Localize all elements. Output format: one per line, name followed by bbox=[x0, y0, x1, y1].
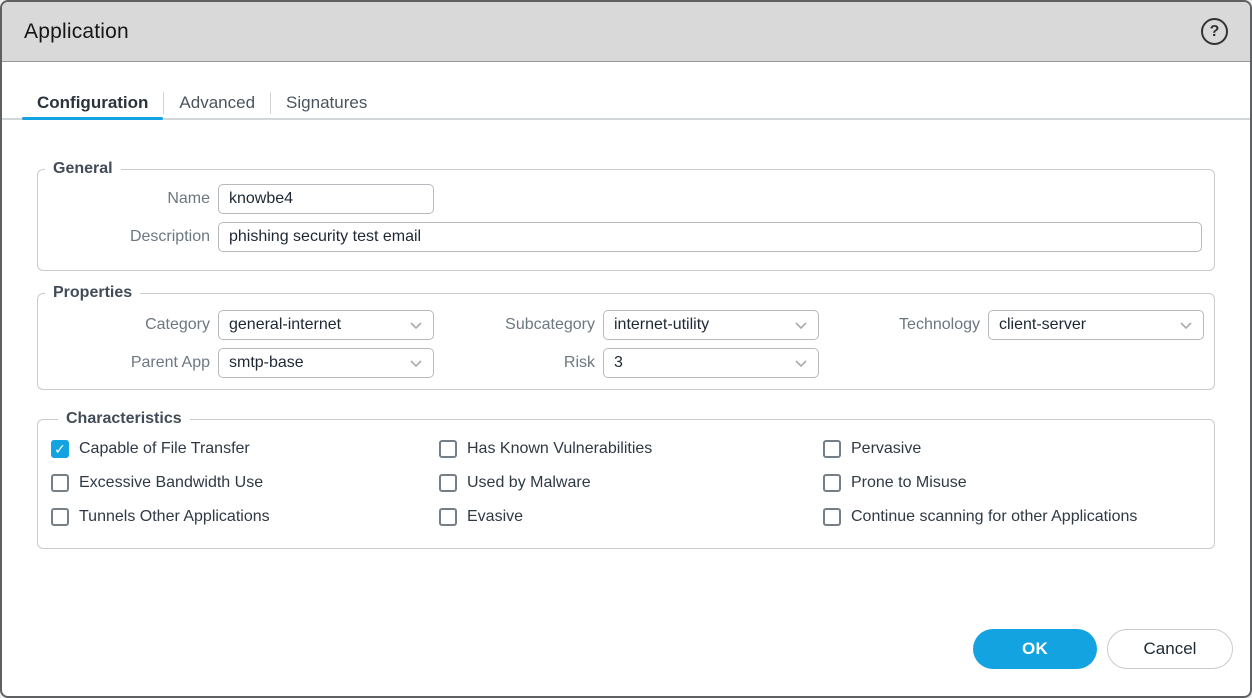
technology-select[interactable] bbox=[988, 310, 1204, 340]
tab-label: Advanced bbox=[179, 93, 256, 112]
subcategory-label: Subcategory bbox=[505, 316, 595, 333]
tab-configuration[interactable] bbox=[22, 88, 163, 118]
description-row bbox=[38, 222, 1214, 252]
checkbox[interactable] bbox=[823, 508, 841, 526]
checkbox[interactable] bbox=[51, 474, 69, 492]
general-section bbox=[37, 160, 1215, 271]
checkbox-label: Capable of File Transfer bbox=[79, 440, 250, 457]
checkbox[interactable] bbox=[823, 474, 841, 492]
description-input[interactable] bbox=[218, 222, 1202, 252]
chevron-down-icon bbox=[407, 354, 425, 372]
name-label: Name bbox=[167, 190, 210, 207]
technology-value: client-server bbox=[999, 316, 1087, 333]
properties-section bbox=[37, 284, 1215, 390]
characteristics-column-3 bbox=[823, 432, 1214, 534]
tab-signatures[interactable] bbox=[271, 88, 382, 118]
parent-app-select[interactable] bbox=[218, 348, 434, 378]
characteristics-grid bbox=[51, 432, 1214, 534]
parent-app-label: Parent App bbox=[130, 354, 210, 371]
checkbox-item-capable-of-file-transfer[interactable] bbox=[51, 432, 439, 466]
checkbox-label: Prone to Misuse bbox=[851, 474, 967, 491]
checkbox-item-evasive[interactable] bbox=[439, 500, 823, 534]
checkbox-item-excessive-bandwidth-use[interactable] bbox=[51, 466, 439, 500]
checkbox-label: Used by Malware bbox=[467, 474, 591, 491]
risk-select[interactable] bbox=[603, 348, 819, 378]
tab-advanced[interactable] bbox=[164, 88, 270, 118]
cancel-button[interactable]: Cancel bbox=[1107, 629, 1233, 669]
chevron-down-icon bbox=[1177, 316, 1195, 334]
subcategory-value: internet-utility bbox=[614, 316, 710, 333]
checkbox-label: Continue scanning for other Applications bbox=[851, 508, 1138, 525]
checkbox-label: Tunnels Other Applications bbox=[79, 508, 270, 525]
checkbox-item-tunnels-other-applications[interactable] bbox=[51, 500, 439, 534]
checkbox-item-prone-to-misuse[interactable] bbox=[823, 466, 1214, 500]
dialog-content bbox=[2, 120, 1250, 629]
checkbox[interactable] bbox=[51, 508, 69, 526]
parent-app-value: smtp-base bbox=[229, 354, 304, 371]
checkbox-item-continue-scanning[interactable] bbox=[823, 500, 1214, 534]
technology-label: Technology bbox=[899, 316, 980, 333]
characteristics-section bbox=[37, 410, 1215, 549]
category-value: general-internet bbox=[229, 316, 342, 333]
tab-label: Signatures bbox=[286, 93, 368, 112]
chevron-down-icon bbox=[407, 316, 425, 334]
name-input[interactable] bbox=[218, 184, 434, 214]
checkbox[interactable] bbox=[439, 440, 457, 458]
dialog-title: Application bbox=[24, 19, 129, 43]
checkbox-label: Excessive Bandwidth Use bbox=[79, 474, 264, 491]
characteristics-column-2 bbox=[439, 432, 823, 534]
checkbox-item-has-known-vulnerabilities[interactable] bbox=[439, 432, 823, 466]
tabs-bar bbox=[2, 88, 1250, 120]
name-row bbox=[38, 184, 1214, 214]
checkbox-item-used-by-malware[interactable] bbox=[439, 466, 823, 500]
checkbox-item-pervasive[interactable] bbox=[823, 432, 1214, 466]
properties-legend: Properties bbox=[53, 284, 133, 301]
description-label: Description bbox=[129, 228, 210, 245]
checkbox-label: Pervasive bbox=[851, 440, 922, 457]
checkbox-label: Has Known Vulnerabilities bbox=[467, 440, 653, 457]
tab-label: Configuration bbox=[37, 93, 149, 112]
category-label: Category bbox=[145, 316, 210, 333]
checkbox-label: Evasive bbox=[467, 508, 524, 525]
characteristics-column-1 bbox=[51, 432, 439, 534]
properties-grid bbox=[38, 310, 1214, 378]
help-icon[interactable] bbox=[1201, 18, 1228, 45]
checkbox[interactable] bbox=[51, 440, 69, 458]
characteristics-legend: Characteristics bbox=[66, 410, 182, 427]
subcategory-select[interactable] bbox=[603, 310, 819, 340]
checkbox[interactable] bbox=[439, 474, 457, 492]
risk-label: Risk bbox=[563, 354, 595, 371]
chevron-down-icon bbox=[792, 316, 810, 334]
general-legend: General bbox=[53, 160, 113, 177]
dialog-footer bbox=[2, 629, 1250, 696]
risk-value: 3 bbox=[614, 354, 623, 371]
ok-button[interactable]: OK bbox=[973, 629, 1097, 669]
dialog-header bbox=[2, 2, 1250, 62]
checkbox[interactable] bbox=[439, 508, 457, 526]
category-select[interactable] bbox=[218, 310, 434, 340]
question-mark-glyph: ? bbox=[1209, 22, 1220, 40]
chevron-down-icon bbox=[792, 354, 810, 372]
checkbox[interactable] bbox=[823, 440, 841, 458]
